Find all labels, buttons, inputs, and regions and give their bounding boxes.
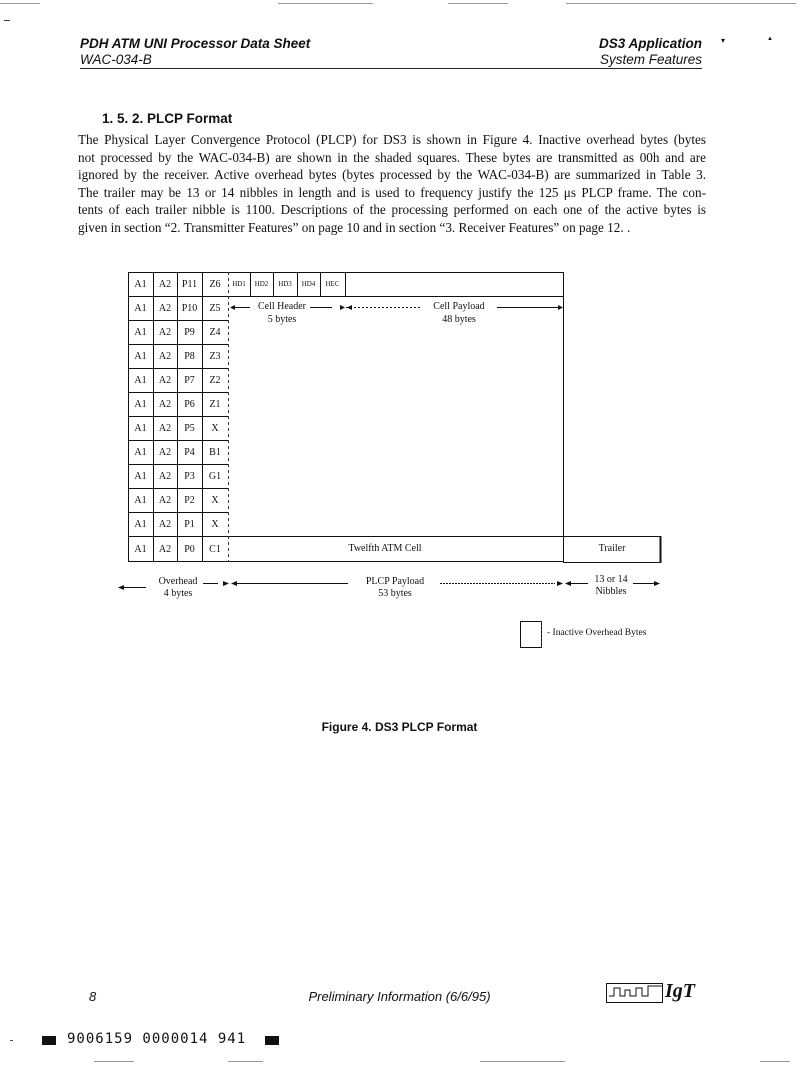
cell-p: P3 [184, 470, 195, 482]
scan-mark [94, 1061, 134, 1062]
plcp-payload-size: 53 bytes [378, 588, 412, 599]
cell-a2: A2 [158, 398, 172, 410]
cell-z: Z3 [209, 350, 221, 362]
cell-payload-size: 48 bytes [442, 314, 476, 325]
cell-p: P8 [184, 350, 195, 362]
body-line: ignored by the receiver. Active overhead bytes (bytes processed by the WAC-034-B) are summarized in Table 3. [78, 167, 706, 183]
cell-hd4: HD4 [301, 280, 316, 288]
scan-mark [228, 1061, 263, 1062]
cell-z: B1 [209, 446, 221, 458]
cell-a1: A1 [134, 350, 147, 362]
cell-a2: A2 [158, 350, 172, 362]
cell-a2: A2 [158, 326, 172, 338]
cell-z: Z4 [209, 326, 221, 338]
cell-a1: A1 [134, 374, 147, 386]
cell-a1: A1 [134, 494, 147, 506]
logo-text: IgT [665, 980, 695, 1002]
cell-z: Z1 [209, 398, 221, 410]
barcode-block-left [42, 1036, 56, 1045]
cell-p: P4 [184, 446, 195, 458]
cell-a2: A2 [158, 374, 172, 386]
barcode-block-right [265, 1036, 279, 1045]
barcode-number: 9006159 0000014 941 [67, 1031, 247, 1047]
trailer-nibbles-count: 13 or 14 [594, 574, 628, 585]
cell-p: P2 [184, 494, 195, 506]
cell-a2: A2 [158, 278, 172, 290]
cell-p: P9 [184, 326, 195, 338]
igt-logo [606, 980, 708, 1006]
plcp-payload-label: PLCP Payload [365, 576, 425, 587]
cell-a2: A2 [158, 494, 172, 506]
cell-a2: A2 [158, 518, 172, 530]
cell-a2: A2 [158, 470, 172, 482]
body-line: tents of each trailer nibble is 1100. Descriptions of the processing performed on each one of the active bytes is [78, 202, 706, 218]
cell-p: P10 [181, 302, 198, 314]
figure-caption: Figure 4. DS3 PLCP Format [321, 720, 478, 734]
cell-p: P11 [181, 278, 198, 290]
cell-a1: A1 [134, 326, 147, 338]
cell-hd3: HD3 [278, 280, 292, 288]
body-line: not processed by the WAC-034-B) are shown in the shaded squares. These bytes are transmitted as 00h and are [78, 149, 706, 165]
scan-mark [760, 1061, 790, 1062]
footer-center-text: Preliminary Information (6/6/95) [308, 989, 491, 1004]
twelfth-cell-label: Twelfth ATM Cell [348, 543, 422, 554]
cell-a1: A1 [134, 446, 147, 458]
header-left-title: PDH ATM UNI Processor Data Sheet [80, 36, 311, 51]
cell-a1: A1 [134, 470, 147, 482]
cell-a1: A1 [134, 278, 147, 290]
cell-p: P1 [184, 518, 195, 530]
cell-header-size: 5 bytes [267, 314, 297, 325]
cell-z: X [211, 422, 219, 434]
cell-hd1: HD1 [232, 280, 246, 288]
section-title: 1. 5. 2. PLCP Format [102, 111, 233, 126]
scan-mark [10, 1040, 13, 1041]
cell-a2: A2 [158, 302, 172, 314]
scan-mark [480, 1061, 565, 1062]
header-left-subtitle: WAC-034-B [80, 52, 152, 67]
cell-payload-label: Cell Payload [433, 301, 485, 312]
trailer-label: Trailer [598, 543, 626, 554]
cell-z: Z2 [209, 374, 221, 386]
cell-z: X [211, 518, 219, 530]
cell-a1: A1 [134, 543, 147, 555]
cell-header-label: Cell Header [257, 301, 307, 312]
cell-a1: A1 [134, 302, 147, 314]
cell-a1: A1 [134, 518, 147, 530]
cell-p: P6 [184, 398, 195, 410]
cell-hec: HEC [325, 280, 340, 288]
cell-a2: A2 [158, 543, 172, 555]
cell-z: Z6 [209, 278, 221, 290]
cell-z: C1 [209, 543, 221, 555]
cell-z: X [211, 494, 219, 506]
cell-hd2: HD2 [254, 280, 269, 288]
cell-z: Z5 [209, 302, 221, 314]
body-line: given in section “2. Transmitter Features” on page 10 and in section “3. Receiver Features” on page 12. . [78, 219, 631, 235]
cell-a1: A1 [134, 398, 147, 410]
header-right-title: DS3 Application [598, 36, 702, 51]
cell-p: P0 [184, 543, 195, 555]
header-right-subtitle: System Features [599, 52, 702, 67]
cell-p: P7 [184, 374, 195, 386]
cell-a2: A2 [158, 422, 172, 434]
cell-a1: A1 [134, 422, 147, 434]
logo-waveform-icon [606, 980, 666, 1006]
overhead-size: 4 bytes [163, 588, 193, 599]
body-line: The trailer may be 13 or 14 nibbles in length and is used to frequency justify the 125 μs PLCP frame. The con- [78, 184, 706, 200]
overhead-label: Overhead [158, 576, 198, 587]
legend-inactive-label: - Inactive Overhead Bytes [547, 628, 647, 638]
scan-dot: ▾ [721, 36, 726, 45]
body-line: The Physical Layer Convergence Protocol (PLCP) for DS3 is shown in Figure 4. Inactive overhead bytes (bytes [78, 132, 706, 147]
trailer-nibbles-unit: Nibbles [595, 586, 627, 597]
scan-dot: ▲ [767, 36, 773, 42]
cell-z: G1 [208, 470, 222, 482]
cell-p: P5 [184, 422, 195, 434]
page-number: 8 [89, 989, 97, 1004]
cell-a2: A2 [158, 446, 172, 458]
